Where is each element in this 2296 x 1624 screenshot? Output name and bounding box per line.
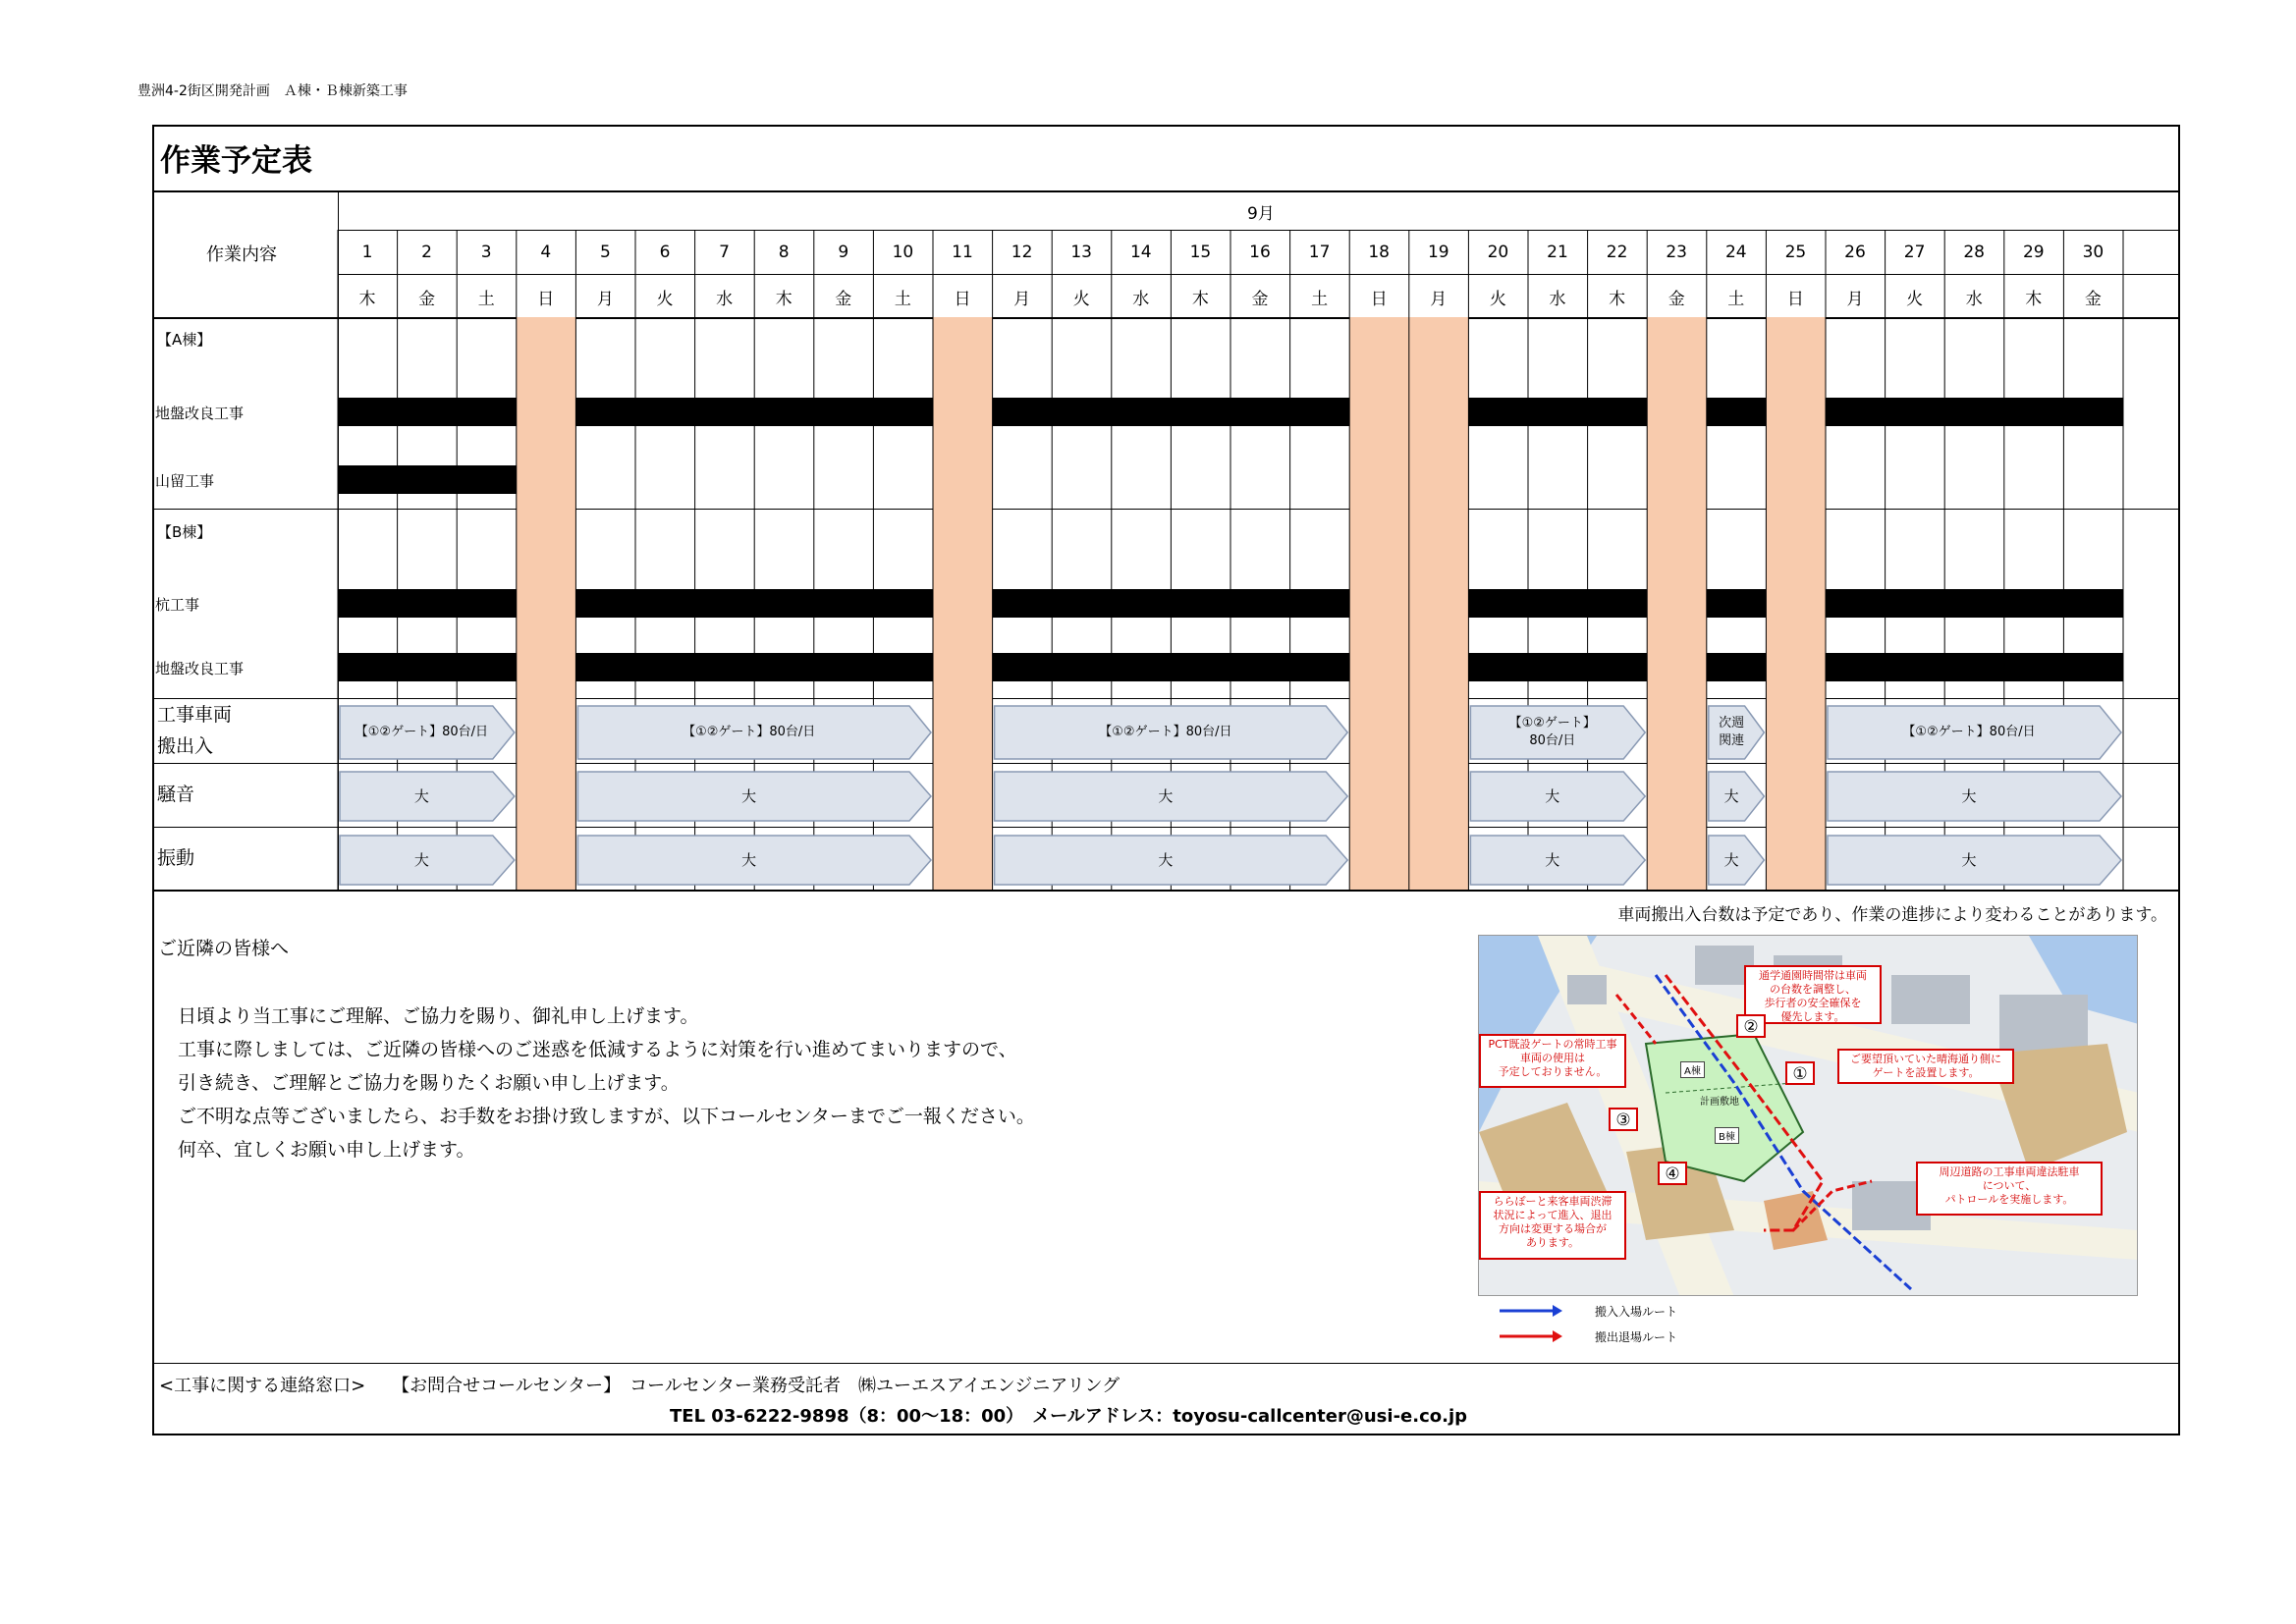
day-number: 30 [2082,243,2105,262]
footer-tel: TEL 03-6222-9898（8：00～18：00） メールアドレス：toyosu-callcenter@usi-e.co.jp [670,1406,1468,1427]
day-weekday: 金 [835,290,852,309]
day-number: 13 [1070,243,1092,262]
vibration-arrow-label: 大 [1158,851,1174,869]
gate-4-label: ④ [1658,1162,1687,1185]
noise-arrow-label: 大 [413,787,429,805]
holiday-column [1766,317,1826,890]
area-label-a: A棟 [1680,1061,1705,1078]
day-number: 22 [1606,243,1628,262]
work-bar-b-ground-improvement [1826,653,2123,681]
day-weekday: 土 [477,290,495,309]
day-number: 2 [421,243,432,262]
noise-arrow-label: 大 [1961,787,1977,805]
day-number: 18 [1368,243,1390,262]
holiday-column [1409,317,1469,890]
vibration-arrow-label: 大 [741,851,757,869]
noise-arrow-label: 大 [1723,787,1739,805]
day-weekday: 水 [1549,290,1566,309]
vehicle-arrow-label: 【①②ゲート】80台/日 [683,725,816,739]
greeting-line: 引き続き、ご理解とご協力を賜りたくお願い申し上げます。 [178,1072,680,1094]
day-weekday: 月 [1846,290,1864,309]
legend-in-text: 搬入入場ルート [1595,1305,1678,1319]
vehicle-arrow-label: 【①②ゲート】80台/日 [1099,725,1232,739]
map-legend-arrows [1498,1301,1566,1350]
day-weekday: 日 [537,290,555,309]
work-bar-b-ground-improvement [1707,653,1767,681]
map-note-lalaport: ららぽーと来客車両渋滞 状況によって進入、退出 方向は変更する場合が あります。 [1479,1191,1626,1260]
work-bar-b-pile [993,589,1350,618]
label-b-pile: 杭工事 [155,596,200,614]
day-weekday: 金 [2084,290,2102,309]
day-weekday: 木 [1191,290,1209,309]
schedule-note: 車両搬出入台数は予定であり、作業の進捗により変わることがあります。 [1617,905,2167,925]
vibration-arrow-label: 大 [1723,851,1739,869]
map-note-pct-gate: PCT既設ゲートの常時工事 車両の使用は 予定しておりません。 [1479,1034,1626,1088]
day-weekday: 月 [596,290,614,309]
noise-arrow-label: 大 [741,787,757,805]
vehicle-arrow-label: 【①②ゲート】80台/日 [1902,725,2036,739]
day-number: 7 [719,243,730,262]
gate-3-label: ③ [1609,1108,1638,1131]
day-weekday: 水 [1132,290,1150,309]
day-number: 29 [2022,243,2045,262]
day-number: 16 [1249,243,1271,262]
footer-contact: <工事に関する連絡窓口> 【お問合せコールセンター】 コールセンター業務受託者 ㈱ユーエスアイエンジニアリング [159,1376,1121,1396]
vibration-arrow-label: 大 [1545,851,1560,869]
label-a-building: 【A棟】 [157,331,212,349]
day-number: 4 [540,243,552,262]
day-number: 8 [778,243,790,262]
day-weekday: 土 [1727,290,1745,309]
map-note-patrol: 周辺道路の工事車両違法駐車 について、 パトロールを実施します。 [1916,1162,2103,1216]
noise-arrow-label: 大 [1545,787,1560,805]
page-title: 作業予定表 [160,143,312,179]
building-block [1999,995,2088,1054]
work-bar-a-ground-improvement [338,398,517,426]
building-block [1567,975,1607,1004]
day-number: 19 [1427,243,1449,262]
legend-in-arrowhead [1553,1305,1562,1317]
day-number: 27 [1903,243,1926,262]
day-weekday: 火 [1489,290,1506,309]
month-label: 9月 [1247,204,1275,224]
vehicle-arrow-label: 【①②ゲート】 80台/日 [1508,716,1596,748]
label-b-building: 【B棟】 [157,523,212,541]
vibration-arrow-label: 大 [1961,851,1977,869]
area-label-site: 計画敷地 [1700,1097,1739,1108]
day-weekday: 日 [1786,290,1804,309]
work-column-header: 作業内容 [206,244,277,265]
day-weekday: 木 [358,290,376,309]
day-number: 12 [1011,243,1033,262]
day-weekday: 日 [1370,290,1388,309]
day-number: 3 [480,243,492,262]
day-weekday: 火 [1906,290,1924,309]
day-weekday: 木 [2025,290,2043,309]
work-bar-a-earth-retaining [338,465,517,494]
work-bar-a-ground-improvement [993,398,1350,426]
day-weekday: 水 [716,290,734,309]
work-bar-b-pile [338,589,517,618]
day-number: 21 [1547,243,1568,262]
greeting-line: ご不明な点等ございましたら、お手数をお掛け致しますが、以下コールセンターまでご一報ください。 [178,1106,1035,1127]
area-label-b: B棟 [1715,1127,1739,1144]
label-vehicles: 工事車両 搬出入 [157,704,233,757]
work-bar-b-ground-improvement [575,653,933,681]
day-number: 23 [1666,243,1687,262]
holiday-column [1647,317,1707,890]
label-vibration: 振動 [157,847,195,869]
building-small [1764,1191,1828,1250]
map-note-harumi-gate: ご要望頂いていた晴海通り側に ゲートを設置します。 [1837,1049,2014,1084]
label-a-earth-retaining: 山留工事 [155,472,215,490]
day-number: 28 [1963,243,1985,262]
greeting-line: 何卒、宜しくお願い申し上げます。 [178,1139,475,1161]
legend-out-text: 搬出退場ルート [1595,1330,1678,1344]
day-weekday: 月 [1013,290,1031,309]
work-bar-b-ground-improvement [1468,653,1647,681]
site-map [1478,935,2138,1296]
day-weekday: 火 [1072,290,1090,309]
day-number: 11 [952,243,973,262]
construction-site [1646,1034,1803,1181]
label-noise: 騒音 [157,784,195,805]
day-weekday: 火 [656,290,674,309]
work-bar-b-pile [1707,589,1767,618]
greeting-line: 工事に際しましては、ご近隣の皆様へのご迷惑を低減するように対策を行い進めてまいりますので、 [178,1039,1017,1060]
day-number: 9 [838,243,849,262]
day-number: 6 [659,243,671,262]
day-weekday: 水 [1965,290,1983,309]
day-weekday: 金 [418,290,436,309]
day-number: 20 [1487,243,1509,262]
work-bar-a-ground-improvement [575,398,933,426]
day-weekday: 木 [1609,290,1626,309]
label-a-ground-improvement: 地盤改良工事 [155,405,245,422]
day-number: 1 [361,243,373,262]
label-b-ground-improvement: 地盤改良工事 [155,660,245,677]
day-weekday: 木 [775,290,793,309]
building-block [1891,975,1970,1024]
work-bar-b-pile [575,589,933,618]
holiday-column [517,317,576,890]
holiday-column [1349,317,1409,890]
work-bar-a-ground-improvement [1826,398,2123,426]
legend-out-arrowhead [1553,1330,1562,1342]
work-bar-a-ground-improvement [1707,398,1767,426]
work-bar-b-ground-improvement [338,653,517,681]
day-weekday: 金 [1667,290,1685,309]
day-number: 24 [1724,243,1747,262]
day-number: 5 [599,243,611,262]
greeting-line: 日頃より当工事にご理解、ご協力を賜り、御礼申し上げます。 [178,1005,699,1027]
holiday-column [933,317,993,890]
gate-1-label: ① [1785,1061,1815,1085]
project-name: 豊洲4-2街区開発計画 Ａ棟・Ｂ棟新築工事 [137,83,408,99]
day-number: 10 [892,243,914,262]
day-number: 26 [1844,243,1866,262]
day-number: 15 [1189,243,1212,262]
map-note-school: 通学通園時間帯は車両 の台数を調整し、 歩行者の安全確保を 優先します。 [1744,965,1882,1024]
vehicle-arrow-label: 次週 関連 [1719,716,1745,748]
day-weekday: 土 [1311,290,1329,309]
vibration-arrow-label: 大 [413,851,429,869]
day-weekday: 金 [1251,290,1269,309]
day-number: 17 [1308,243,1331,262]
greeting-title: ご近隣の皆様へ [158,938,290,959]
vehicle-arrow-label: 【①②ゲート】80台/日 [355,725,489,739]
work-bar-b-pile [1468,589,1647,618]
work-bar-b-ground-improvement [993,653,1350,681]
day-weekday: 土 [894,290,911,309]
work-bar-a-ground-improvement [1468,398,1647,426]
work-bar-b-pile [1826,589,2123,618]
day-weekday: 日 [954,290,971,309]
day-number: 25 [1784,243,1807,262]
noise-arrow-label: 大 [1158,787,1174,805]
day-weekday: 月 [1430,290,1448,309]
gate-2-label: ② [1736,1014,1766,1038]
day-number: 14 [1129,243,1152,262]
